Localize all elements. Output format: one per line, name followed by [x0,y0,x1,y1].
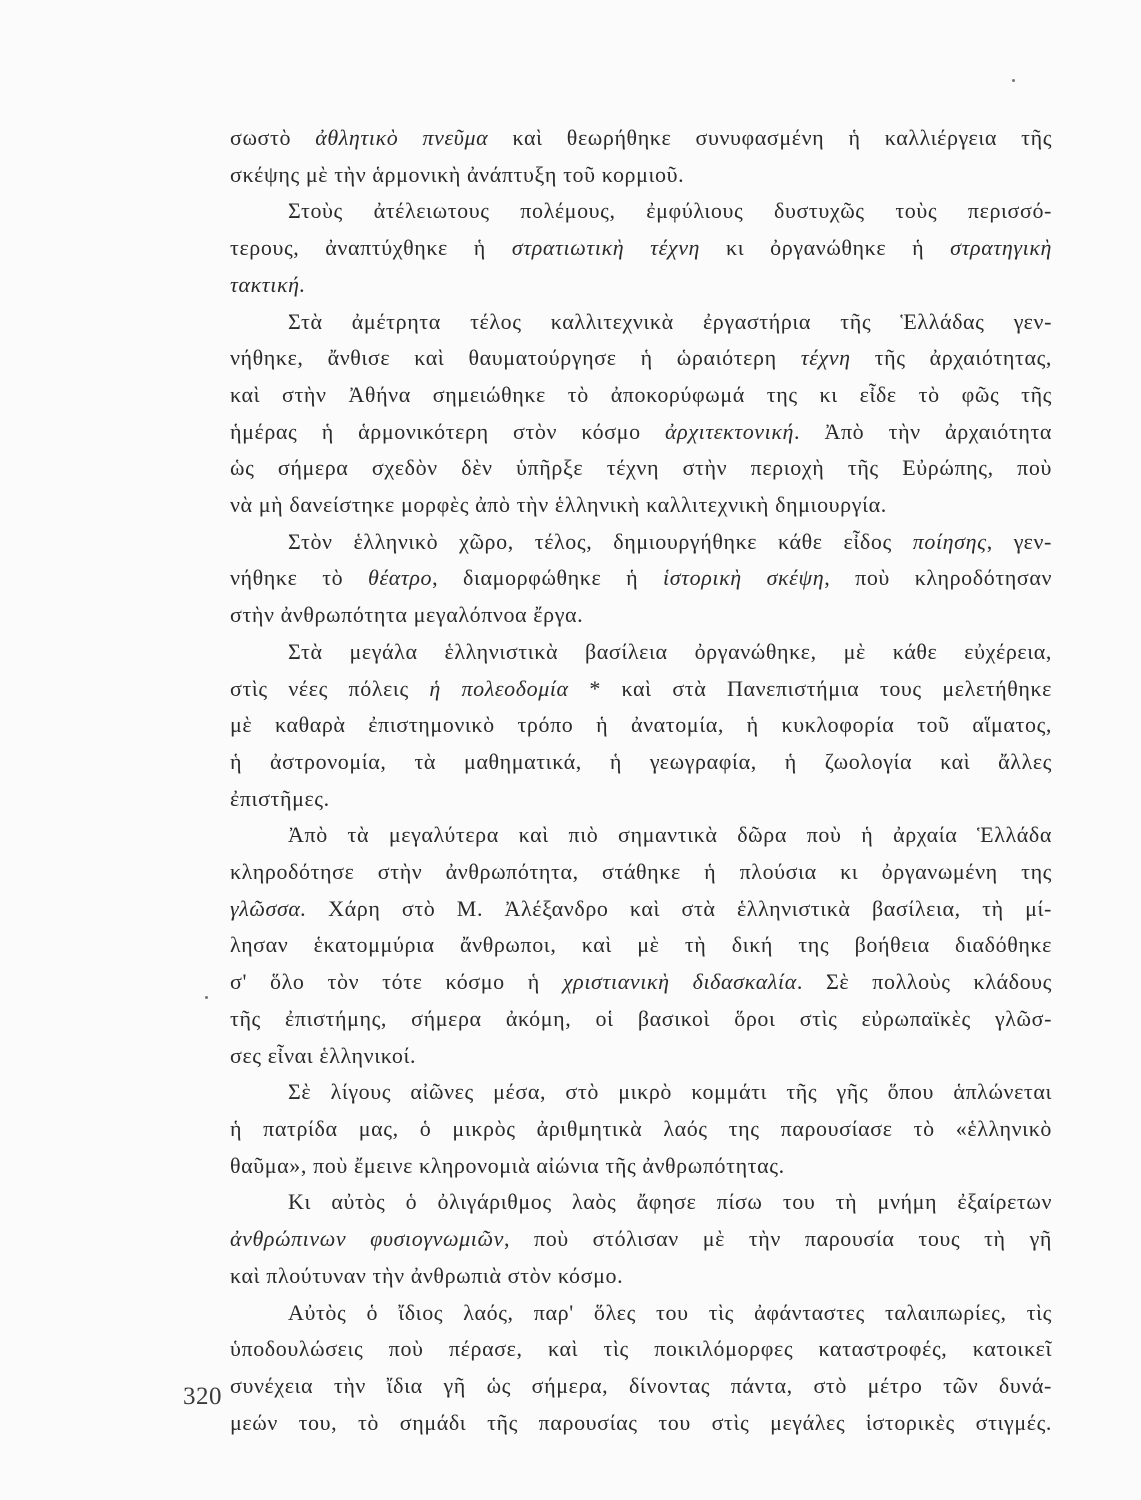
page-number: 320 [183,1383,222,1410]
italic-term: ἱστορικὴ σκέψη [663,565,825,591]
text-line [230,1001,1052,1038]
text-line [230,267,1052,304]
text-run: λησαν ἑκατομμύρια ἄνθρωποι, καὶ μὲ τὴ δική της βοήθεια διαδόθηκε [230,932,1052,958]
italic-term: ἡ πολεοδομία [429,675,569,701]
text-run: νὰ μὴ δανείστηκε μορφὲς ἀπὸ τὴν ἑλληνικὴ καλλιτεχνικὴ δημιουργία. [230,492,887,518]
text-run: Αὐτὸς ὁ ἴδιος λαός, παρ' ὅλες του τὶς ἀφάνταστες ταλαιπωρίες, τὶς [288,1299,1052,1325]
text-run: , γεν- [986,528,1052,554]
italic-term: στρατιωτικὴ τέχνη [511,235,701,261]
text-line [230,414,1052,451]
text-line [230,597,1052,634]
text-run: , διαμορφώθηκε ἡ [432,565,663,591]
text-line [230,340,1052,377]
print-speck [1012,79,1015,82]
text-run: ἡ πατρίδα μας, ὁ μικρὸς ἀριθμητικὰ λαός της παρουσίασε τὸ «ἑλληνικὸ [230,1115,1052,1141]
text-run: συνέχεια τὴν ἴδια γῆ ὡς σήμερα, δίνοντας πάντα, στὸ μέτρο τῶν δυνά- [230,1372,1052,1398]
text-line [230,1074,1052,1111]
text-run: ἐπιστῆμες. [230,785,330,811]
text-line [230,1038,1052,1075]
text-line [230,120,1052,157]
italic-term: χριστιανικὴ διδασκαλία [562,969,797,995]
text-run: ἡμέρας ἡ ἁρμονικότερη στὸν κόσμο [230,418,666,444]
text-run: Στὰ μεγάλα ἑλληνιστικὰ βασίλεια ὀργανώθηκε, μὲ κάθε εὐχέρεια, [288,638,1052,664]
text-run: καὶ θεωρήθηκε συνυφασμένη ἡ καλλιέργεια τῆς [488,125,1053,150]
text-run: , ποὺ κληροδότησαν [824,565,1052,591]
text-line [230,560,1052,597]
italic-term: τέχνη [800,345,851,371]
text-line [230,193,1052,230]
text-line [230,1221,1052,1258]
text-run: σες εἶναι ἑλληνικοί. [230,1042,417,1068]
text-line [230,1111,1052,1148]
text-line [230,230,1052,267]
text-line [230,1184,1052,1221]
text-line [230,854,1052,891]
text-line [230,1258,1052,1295]
text-run: σκέψης μὲ τὴν ἁρμονικὴ ἀνάπτυξη τοῦ κορμιοῦ. [230,161,685,187]
text-run: τῆς ἀρχαιότητας, [850,345,1052,371]
text-run: Ἀπὸ τὰ μεγαλύτερα καὶ πιὸ σημαντικὰ δῶρα ποὺ ἡ ἀρχαία Ἑλλάδα [288,822,1052,848]
italic-term: ἀθλητικὸ πνεῦμα [315,125,489,150]
text-run: σ' ὅλο τὸν τότε κόσμο ἡ [230,969,563,995]
italic-term: τακτική. [230,271,306,297]
italic-term: γλῶσσα. [230,895,307,921]
text-line [230,817,1052,854]
italic-term: ποίησης [912,528,987,554]
text-line [230,744,1052,781]
text-line [230,964,1052,1001]
text-run: καὶ στὴν Ἀθήνα σημειώθηκε τὸ ἀποκορύφωμά της κι εἶδε τὸ φῶς τῆς [230,381,1052,407]
text-run: Στὸν ἑλληνικὸ χῶρο, τέλος, δημιουργήθηκε κάθε εἶδος [288,528,913,554]
text-run: Χάρη στὸ Μ. Ἀλέξανδρο καὶ στὰ ἑλληνιστικὰ βασίλεια, τὴ μί- [306,895,1052,921]
text-run: νήθηκε, ἄνθισε καὶ θαυματούργησε ἡ ὡραιότερη [230,345,801,371]
text-run: ὡς σήμερα σχεδὸν δὲν ὑπῆρξε τέχνη στὴν περιοχὴ τῆς Εὐρώπης, ποὺ [230,455,1052,481]
text-line [230,524,1052,561]
text-run: ἡ ἀστρονομία, τὰ μαθηματικά, ἡ γεωγραφία, ἡ ζωολογία καὶ ἄλλες [230,748,1052,774]
text-run: στὶς νέες πόλεις [230,675,430,701]
print-speck [205,996,208,999]
text-run: * καὶ στὰ Πανεπιστήμια τους μελετήθηκε [568,675,1053,701]
text-line [230,377,1052,414]
text-run: μεών του, τὸ σημάδι τῆς παρουσίας του στὶς μεγάλες ἱστορικὲς στιγμές. [230,1409,1052,1435]
italic-term: στρατηγικὴ [950,235,1052,261]
text-run: τερους, ἀναπτύχθηκε ἡ [230,235,512,261]
text-line [230,157,1052,194]
text-line [230,304,1052,341]
text-line [230,450,1052,487]
text-run: Κι αὐτὸς ὁ ὀλιγάριθμος λαὸς ἄφησε πίσω του τὴ μνήμη ἐξαίρετων [288,1189,1052,1215]
text-run: ὑποδουλώσεις ποὺ πέρασε, καὶ τὶς ποικιλόμορφες καταστροφές, κατοικεῖ [230,1336,1052,1362]
text-run: κι ὀργανώθηκε ἡ [700,235,951,261]
text-run: κληροδότησε στὴν ἀνθρωπότητα, στάθηκε ἡ πλούσια κι ὀργανωμένη της [230,859,1052,885]
text-run: καὶ πλούτυναν τὴν ἀνθρωπιὰ στὸν κόσμο. [230,1262,624,1288]
italic-term: ἀρχιτεκτονική [665,418,795,444]
text-run: μὲ καθαρὰ ἐπιστημονικὸ τρόπο ἡ ἀνατομία, ἡ κυκλοφορία τοῦ αἵματος, [230,712,1052,738]
text-line [230,891,1052,928]
text-line [230,671,1052,708]
text-run: Σὲ λίγους αἰῶνες μέσα, στὸ μικρὸ κομμάτι τῆς γῆς ὅπου ἁπλώνεται [288,1079,1052,1105]
italic-term: θέατρο [368,565,433,591]
text-line [230,1331,1052,1368]
body-text [230,120,1052,1441]
text-line [230,634,1052,671]
text-run: . Ἀπὸ τὴν ἀρχαιότητα [794,418,1053,444]
text-line [230,487,1052,524]
text-run: Στοὺς ἀτέλειωτους πολέμους, ἐμφύλιους δυστυχῶς τοὺς περισσό- [288,198,1052,224]
text-line [230,1148,1052,1185]
text-line [230,781,1052,818]
text-run: θαῦμα», ποὺ ἔμεινε κληρονομιὰ αἰώνια τῆς ἀνθρωπότητας. [230,1152,785,1178]
text-run: σωστὸ [230,125,316,150]
text-run: , ποὺ στόλισαν μὲ τὴν παρουσία τους τὴ γῆ [503,1226,1052,1252]
text-line [230,1295,1052,1332]
text-run: Στὰ ἀμέτρητα τέλος καλλιτεχνικὰ ἐργαστήρια τῆς Ἑλλάδας γεν- [288,308,1052,334]
text-run: τῆς ἐπιστήμης, σήμερα ἀκόμη, οἱ βασικοὶ ὅροι στὶς εὐρωπαϊκὲς γλῶσ- [230,1005,1052,1031]
text-line [230,927,1052,964]
text-line [230,1405,1052,1442]
text-run: στὴν ἀνθρωπότητα μεγαλόπνοα ἔργα. [230,602,584,628]
text-line [230,1368,1052,1405]
text-line [230,707,1052,744]
text-run: . Σὲ πολλοὺς κλάδους [796,969,1052,995]
italic-term: ἀνθρώπινων φυσιογνωμιῶν [230,1226,504,1252]
text-run: νήθηκε τὸ [230,565,369,591]
